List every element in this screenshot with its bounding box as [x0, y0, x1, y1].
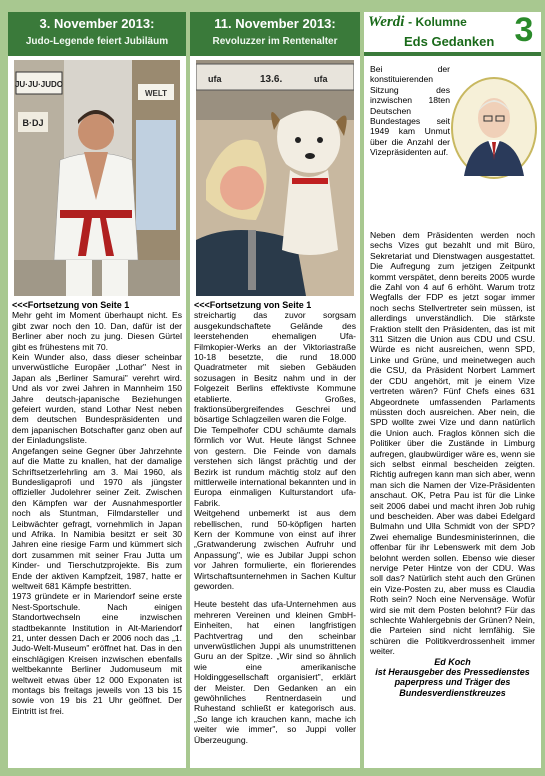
judo-photo: [14, 60, 180, 296]
paragraph: Kein Wunder also, dass dieser scheinbar unverwüstliche Europäer „Lothar" Nest in Japan als „Berliner Samurai" verehrt wird. Und als vor zwei Jahren in Mannheim 150 Jahre deutsch-japanische Beziehungen gefeiert wurden, stand Lothar Nest neben dem deutschen Bundespräsidenten und dem japanischen Botschafter ganz oben auf der Einladungsliste.: [12, 352, 182, 446]
kolumne-header: [364, 12, 541, 54]
paragraph: Neben dem Präsidenten werden noch sechs Vizes gut bezahlt und mit Büro, Sekretariat und Dienstwagen ausgestattet. Die Aufregung zum jetzigen Zeitpunkt kommt verspätet, denn bereits 2005 wurde die Zahl von 4 auf 6 erhöht. Warum trotz Wegfalls der FDP es jetzt sogar immer noch sechs Stellvertreter sein müssen, ist allerdings unverständlich. Die stärkste Fraktion stellt den Präsidenten, das ist mit 311 Sitzen die Union aus CDU und CSU. Würde es nicht ausreichen, wenn SPD, Linke und Grüne, und meinetwegen auch die CSU, da Präsident Norbert Lammert der CDU angehört, mit je einem Vize vertreten wären? Fünf Chefs eines 631 Abgeordnete umfassenden Parlaments müssten doch ausreichen. Aber nein, die SPD wollte zwei Vize und dann natürlich die Union auch. Fraglos können sich die Politiker über die Zustände in Limburg aufregen, glaubwürdiger wäre es, wenn sie sich selbst einmal bescheiden zeigten. Richtig aufregen kann man sich aber, wenn man sich die Namen der Vize-Präsidenten anschaut. OK, Petra Pau ist für die Linke seit 2006 dabei und macht ihren Job ruhig und bescheiden. Aber was dabei Edelgard Bulmahn und Ulla Schmidt von der SPD? Zwei ehemalige Bundesministerinnen, die offenbar für ihr Lebenswerk mit dem Job belohnt werden sollen. Ebenso wie dieser nervige Peter Hintze von der CDU. Was soll das? Natürlich steht auch den Grünen ein Vize-Posten zu, aber muss es Claudia Roth sein? Noch eine Nervensäge. Wofür wird sie mit dem Posten belohnt? Für das schlechte Wahlergebnis der Grünen? Nein, die Parteien sind nicht lernfähig. Sie schüren die Politikverdrossenheit immer weiter.: [370, 230, 535, 657]
author-portrait: [450, 76, 538, 180]
author-description: ist Herausgeber des Pressedienstes paperpress und Träger des Bundesverdienstkreuzes: [375, 667, 530, 698]
author-name: Ed Koch: [434, 656, 471, 667]
continuation-label: <<<Fortsetzung von Seite 1: [12, 300, 130, 310]
article-body: [194, 300, 356, 745]
plate-date-text: 13.6.: [260, 74, 283, 85]
werdi-logo: Werdi: [368, 14, 405, 30]
paragraph: Mehr geht im Moment überhaupt nicht. Es gibt zwar noch den 10. Dan, dafür ist der Berliner aber noch zu jung. Diesen Gürtel gibt es frühestens mit 70.: [12, 310, 182, 352]
continuation-label: <<<Fortsetzung von Seite 1: [194, 300, 312, 310]
article-date: 3. November 2013:: [39, 16, 155, 31]
kolumne-title: [368, 14, 467, 31]
divider: [364, 52, 541, 56]
juppi-photo: [196, 60, 354, 296]
kolumne-intro: Bei der konstituierenden Sitzung des inzwischen 18ten Deutschen Bundestages seit 1949 kam Unmut über die Anzahl der Vizepräsidenten auf.: [370, 64, 450, 158]
portrait-illustration: [450, 76, 538, 180]
article-headline: Revoluzzer im Rentenalter: [212, 36, 338, 47]
paragraph: streichartig das zuvor sorgsam ausgekundschaftete Gelände des leerstehenden ehemaligen Ufa-Filmkopier-Werks an der Viktoriastraße 10-18 besetzte, die rund 18.000 Quadratmeter mit sieben Gebäuden sozusagen in Besitz nahm und in der Folgezeit Berlins effektivste Kommune etablierte. Großes, fraktionsübergreifendes Geschrei und bösartige Schlagzeilen waren die Folge.: [194, 310, 356, 425]
article-judo: [8, 12, 186, 768]
paragraph: Weitgehend unbemerkt ist aus dem rebellischen, rund 50-köpfigen harten Kern der Kommune von einst auf ihrer „Gratwanderung zwischen Aufruhr und Anpassung", wie es Jubilar Juppi schon vor Jahren formulierte, ein florierendes Wirtschaftsunternehmen in Sachen Kultur geworden.: [194, 508, 356, 591]
article-date: 11. November 2013:: [214, 16, 336, 31]
kolumne: [364, 12, 541, 768]
paragraph: Angefangen seine Gegner über Jahrzehnte auf die Matte zu knallen, hat der damalige Schriftsetzerlehrling am 3. Mai 1960, als Bundesligaprofi und 1970 als jüngster offizieller Judolehrer seiner Zeit. Zwischen den Kämpfen war der Ausnahmesportler noch als Stuntman, Filmdarsteller und Leibwächter gefragt, vornehmlich in Japan und Afrika. In Namibia besitzt er seit 30 Jahren eine riesige Farm und kümmert sich dort zusammen mit seiner Frau Jutta um Kinder- und Tierschutzprojekte. Bis zum Ende der aktiven Kampfzeit, 1987, hatte er weltweit 681 Kämpfe bestritten.: [12, 445, 182, 591]
judo-photo-illustration: [14, 60, 180, 296]
juppi-photo-illustration: [196, 60, 354, 296]
kolumne-body: [370, 230, 535, 698]
article-headline: Judo-Legende feiert Jubiläum: [25, 36, 169, 47]
newspaper-page: [4, 4, 541, 772]
plate-left-text: ufa: [208, 74, 222, 84]
shop-sign-text: JU·JU·JUDO: [14, 80, 64, 89]
kolumne-number: 3: [514, 11, 534, 49]
welt-sign-text: WELT: [144, 89, 168, 98]
paragraph: Heute besteht das ufa-Unternehmen aus mehreren Vereinen und kleinen GmbH-Einheiten, hat einen langfristigen Pachtvertrag und den scheinbar unverwüstlichen Juppi als unumstrittenen Guru an der Spitze. „Wir sind so ähnlich wie eine amerikanische Holdinggesellschaft organisiert", erklärt der Meister. Den Gedanken an ein gewöhnliches Rentnerdasein und Ruhestand schließt er kategorisch aus. „So lange ich krauchen kann, mache ich weiter wie immer", so Juppi voller Überzeugung.: [194, 599, 356, 745]
article-banner: [190, 12, 360, 56]
paragraph: 1973 gründete er in Mariendorf seine erste Nest-Sportschule. Nach einigen Standortwechseln eine inzwischen stadtbekannte Institution in Alt-Mariendorf 21, unter dessen Dach er 2006 noch das „1. Judo-Welt-Museum" eröffnet hat. Das in den einschlägigen Kreisen inzwischen ebenfalls weltbekannte Berliner Judomuseum mit weltweit etwas über 12 000 Exponaten ist montags bis freitags jeweils von 13 bis 15 sowie von 19 bis 21 Uhr geöffnet. Der Eintritt ist frei.: [12, 591, 182, 716]
bdj-sign-text: B·DJ: [22, 118, 44, 128]
paragraph: Die Tempelhofer CDU schäumte damals förmlich vor Wut. Heute längst Schnee von gestern. Die Feinde von damals verstehen sich längst prächtig und der Bezirk ist rundum mächtig stolz auf den mittlerweile international bekannten und in Europa einmaligen Kulturstandort ufa-Fabrik.: [194, 424, 356, 508]
article-banner: [8, 12, 186, 56]
kolumne-subtitle: Eds Gedanken: [404, 34, 495, 49]
kolumne-label: - Kolumne: [408, 15, 467, 29]
article-ufa: [190, 12, 360, 768]
article-body: [12, 300, 182, 716]
plate-right-text: ufa: [314, 74, 328, 84]
